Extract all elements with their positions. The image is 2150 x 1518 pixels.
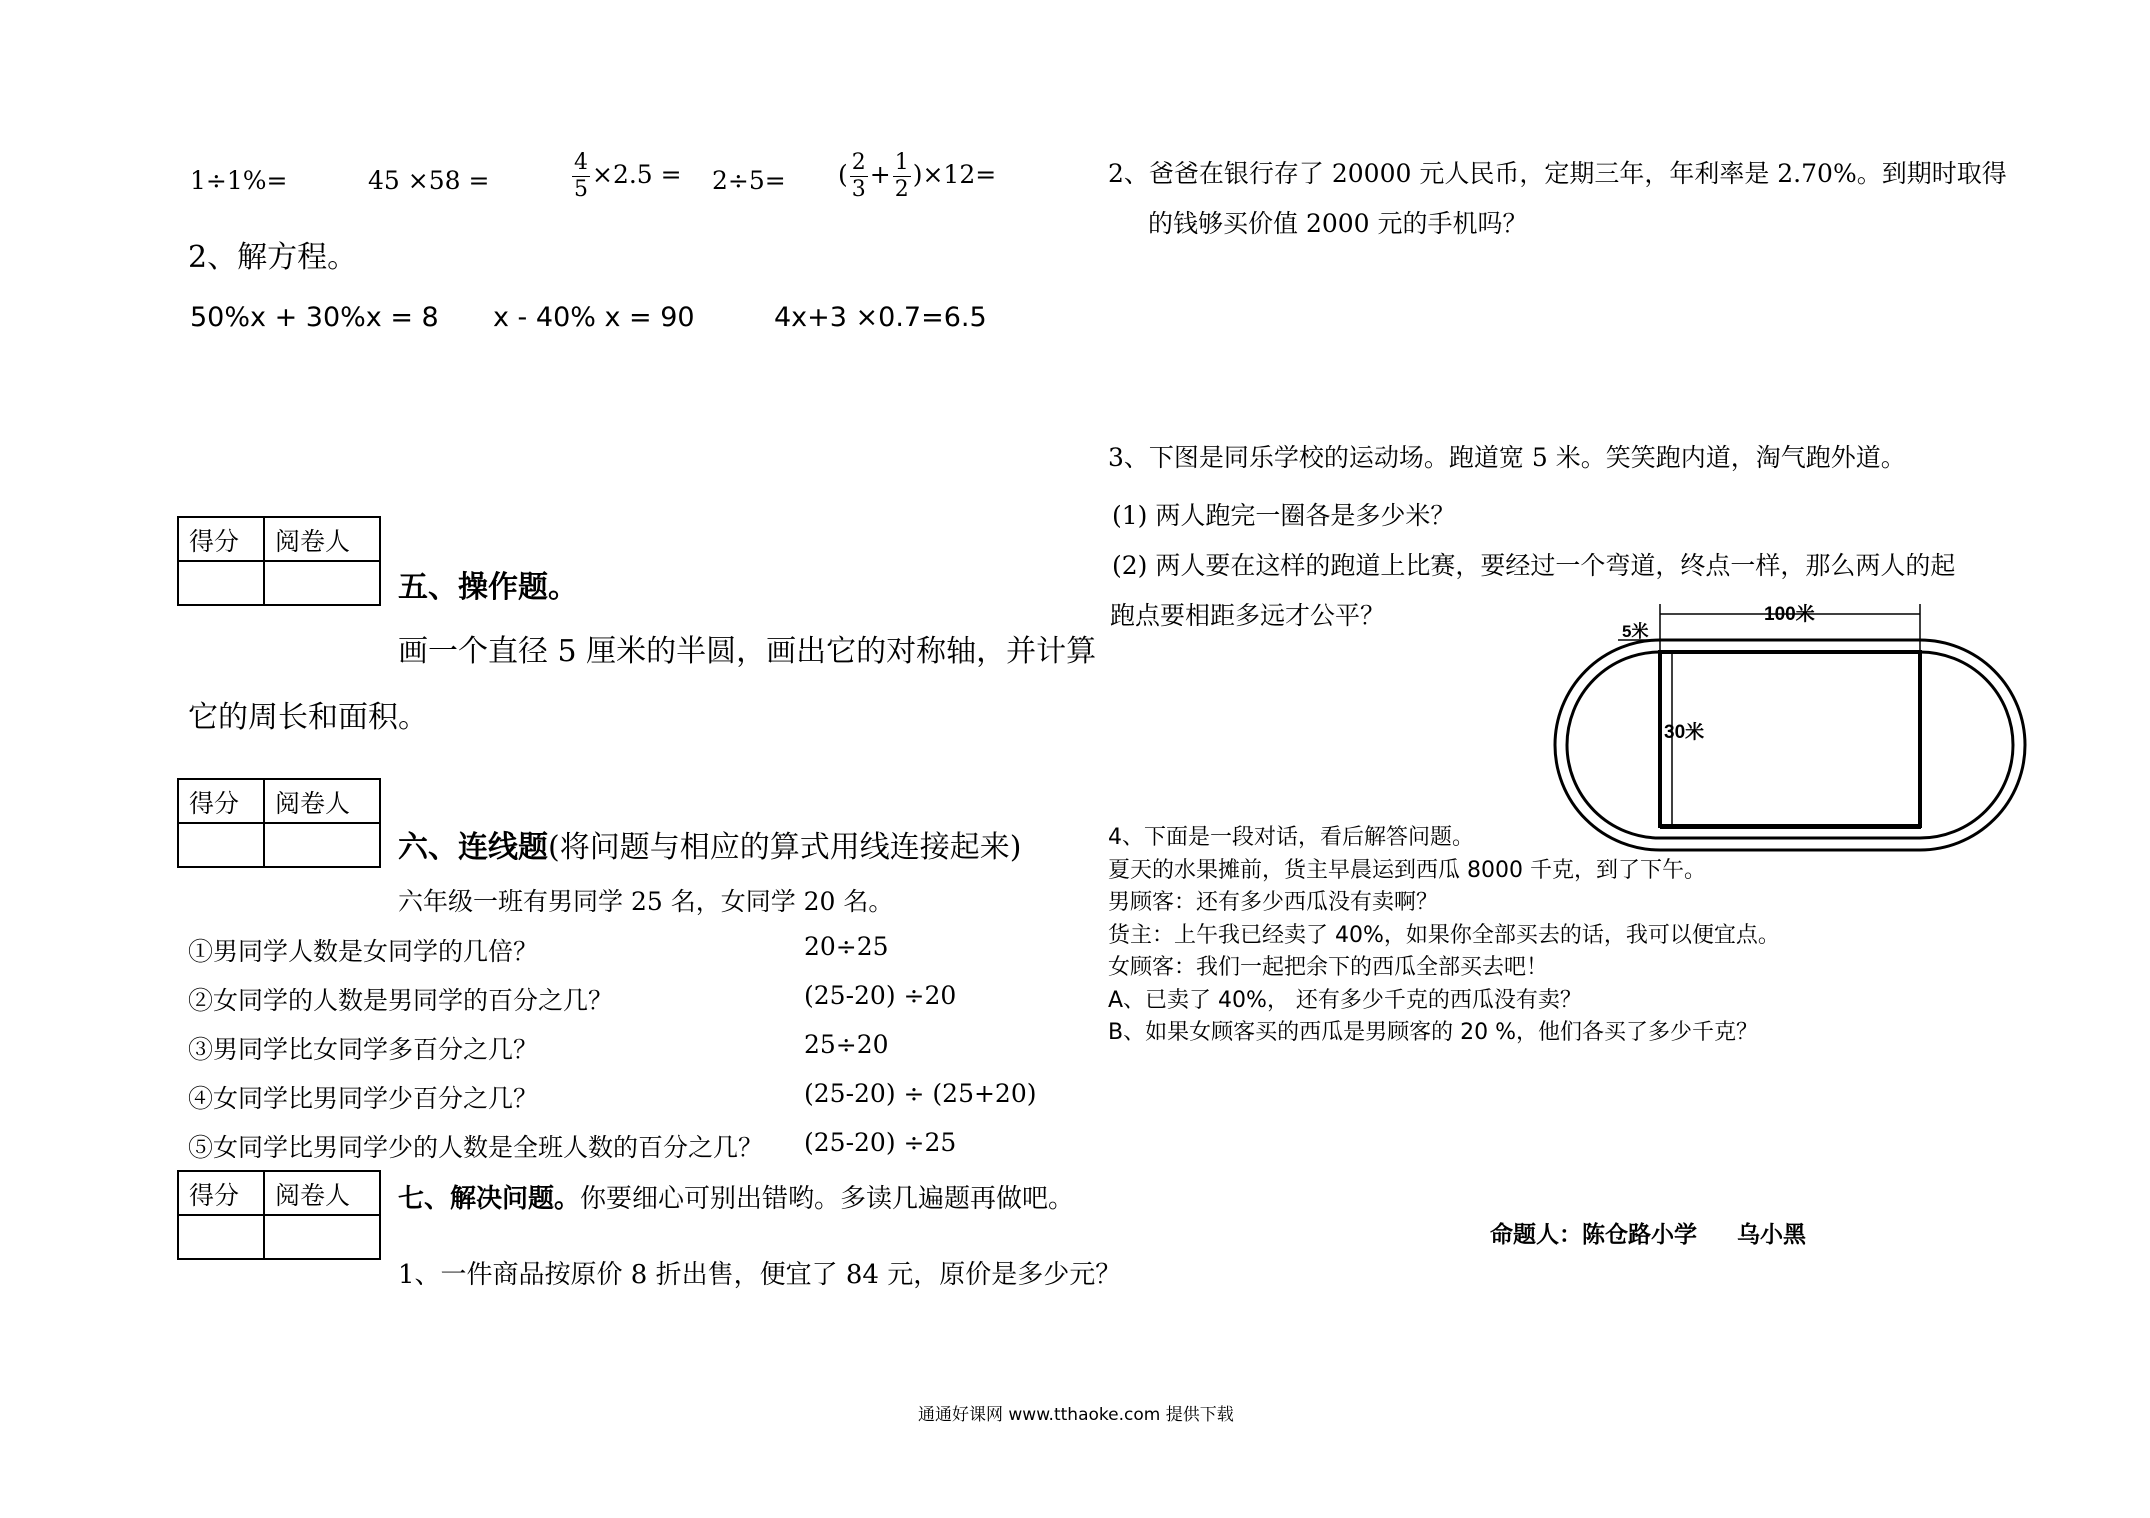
section-7-description: 你要细心可别出错哟。多读几遍题再做吧。 xyxy=(580,1184,1075,1214)
problem-4 xyxy=(1108,822,1780,1050)
match-formula-2: (25-20) ÷20 xyxy=(804,981,957,1010)
score-label: 得分 xyxy=(178,517,264,561)
match-formula-5: (25-20) ÷25 xyxy=(804,1128,957,1157)
problem-3-sub-2-line-2: 跑点要相距多远才公平？ xyxy=(1110,601,1386,630)
dimension-5m-label: 5米 xyxy=(1622,622,1649,641)
calc-expression-1: 1÷1%= xyxy=(190,166,288,195)
section-6-title: 六、连线题 xyxy=(398,830,548,865)
score-box xyxy=(177,516,381,606)
track-outer-boundary xyxy=(1555,640,2025,850)
calc-expression-2: 45 ×58 = xyxy=(368,166,490,195)
calc-expression-4: 2÷5= xyxy=(712,166,786,195)
score-cell[interactable] xyxy=(178,823,264,867)
equation-3: 4x+3 ×0.7=6.5 xyxy=(774,302,987,333)
match-question-1: ①男同学人数是女同学的几倍？ xyxy=(188,937,539,966)
problem-4-line: 女顾客：我们一起把余下的西瓜全部买去吧！ xyxy=(1108,955,1549,980)
running-track-diagram xyxy=(1540,590,2060,860)
fraction: $\frac{2}{3}$ xyxy=(851,150,866,202)
track-inner-boundary xyxy=(1567,652,2013,838)
section-5-title: 五、操作题。 xyxy=(398,570,578,605)
author-label: 命题人：陈仓路小学 xyxy=(1490,1222,1697,1248)
section-7-title: 七、解决问题。 xyxy=(398,1184,581,1214)
problem-4-line: A、已卖了 40%， 还有多少千克的西瓜没有卖？ xyxy=(1108,987,1582,1013)
problem-4-line: 男顾客：还有多少西瓜没有卖啊？ xyxy=(1108,890,1439,915)
section-7-heading xyxy=(398,1178,1074,1215)
section-6-intro: 六年级一班有男同学 25 名，女同学 20 名。 xyxy=(398,887,894,916)
grader-label: 阅卷人 xyxy=(264,1171,380,1215)
score-label: 得分 xyxy=(178,1171,264,1215)
calc-expression-5: ( $\frac{2}{3}$ + $\frac{1}{2}$ )×12= xyxy=(838,150,997,202)
dimension-100m-label: 100米 xyxy=(1764,604,1815,625)
problem-3-sub-2-line-1: (2) 两人要在这样的跑道上比赛，要经过一个弯道，终点一样，那么两人的起 xyxy=(1112,551,1956,580)
grader-label: 阅卷人 xyxy=(264,779,380,823)
score-box xyxy=(177,1170,381,1260)
equation-2: x - 40% x = 90 xyxy=(493,302,695,333)
problem-2-line-2: 的钱够买价值 2000 元的手机吗？ xyxy=(1148,209,1528,238)
match-formula-1: 20÷25 xyxy=(804,932,889,961)
grader-label: 阅卷人 xyxy=(264,517,380,561)
dimension-30m-label: 30米 xyxy=(1664,722,1705,743)
fraction: $\frac{4}{5}$ xyxy=(574,150,588,202)
footer-credit: 通通好课网 www.tthaoke.com 提供下载 xyxy=(918,1405,1234,1425)
problem-1: 1、一件商品按原价 8 折出售，便宜了 84 元，原价是多少元？ xyxy=(398,1260,1122,1290)
section-5-line-2: 它的周长和面积。 xyxy=(188,700,428,735)
match-question-5: ⑤女同学比男同学少的人数是全班人数的百分之几？ xyxy=(188,1133,764,1162)
author-line xyxy=(1490,1216,1806,1249)
problem-4-line: B、如果女顾客买的西瓜是男顾客的 20 %，他们各买了多少千克？ xyxy=(1108,1020,1758,1045)
problem-4-line: 夏天的水果摊前，货主早晨运到西瓜 8000 千克，到了下午。 xyxy=(1108,857,1706,883)
calc-expression-3: $\frac{4}{5}$ ×2.5 = xyxy=(574,150,682,202)
equation-section-title: 2、解方程。 xyxy=(188,240,358,275)
score-box xyxy=(177,778,381,868)
section-6-subtitle: (将问题与相应的算式用线连接起来) xyxy=(548,830,1022,865)
problem-4-line: 货主：上午我已经卖了 40%，如果你全部买去的话，我可以便宜点。 xyxy=(1108,922,1780,948)
problem-3-sub-1: (1) 两人跑完一圈各是多少米？ xyxy=(1112,501,1456,530)
match-formula-4: (25-20) ÷ (25+20) xyxy=(804,1079,1037,1108)
author-name: 乌小黑 xyxy=(1737,1222,1806,1248)
problem-4-line: 4、下面是一段对话，看后解答问题。 xyxy=(1108,825,1474,850)
grader-cell[interactable] xyxy=(264,1215,380,1259)
fraction: $\frac{1}{2}$ xyxy=(894,150,909,202)
problem-2-line-1: 2、爸爸在银行存了 20000 元人民币，定期三年，年利率是 2.70%。到期时取得 xyxy=(1108,159,2007,188)
match-formula-3: 25÷20 xyxy=(804,1030,889,1059)
score-label: 得分 xyxy=(178,779,264,823)
problem-3-line-1: 3、下图是同乐学校的运动场。跑道宽 5 米。笑笑跑内道，淘气跑外道。 xyxy=(1108,443,1906,472)
section-6-heading xyxy=(398,822,1021,866)
grader-cell[interactable] xyxy=(264,561,380,605)
match-question-4: ④女同学比男同学少百分之几？ xyxy=(188,1084,539,1113)
grader-cell[interactable] xyxy=(264,823,380,867)
match-question-2: ②女同学的人数是男同学的百分之几？ xyxy=(188,986,614,1015)
section-5-line-1: 画一个直径 5 厘米的半圆，画出它的对称轴，并计算 xyxy=(398,634,1097,669)
score-cell[interactable] xyxy=(178,561,264,605)
score-cell[interactable] xyxy=(178,1215,264,1259)
match-question-3: ③男同学比女同学多百分之几？ xyxy=(188,1035,539,1064)
equation-1: 50%x + 30%x = 8 xyxy=(190,302,439,333)
